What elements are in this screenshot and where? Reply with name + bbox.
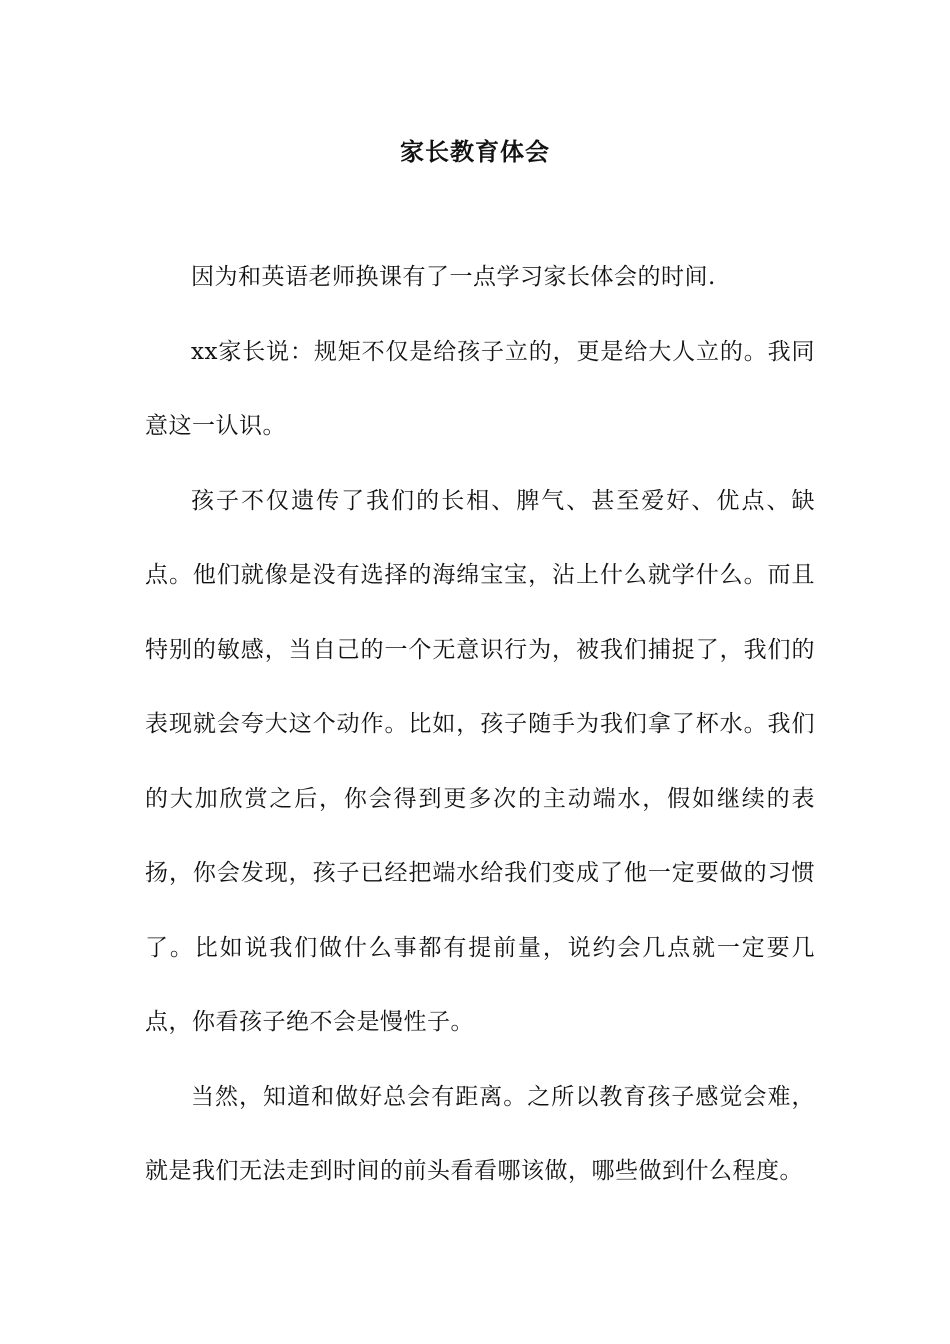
document-body (145, 240, 815, 1209)
paragraph-1: 因为和英语老师换课有了一点学习家长体会的时间. (191, 264, 716, 290)
paragraph-3: 孩子不仅遗传了我们的长相、脾气、甚至爱好、优点、缺点。他们就像是没有选择的海绵宝宝，沾上什么就学什么。而且特别的敏感，当自己的一个无意识行为，被我们捕捉了，我们的表现就会夸大这个动作。比如，孩子随手为我们拿了杯水。我们的大加欣赏之后，你会得到更多次的主动端水，假如继续的表扬，你会发现，孩子已经把端水给我们变成了他一定要做的习惯了。比如说我们做什么事都有提前量，说约会几点就一定要几点，你看孩子绝不会是慢性子。 (145, 487, 815, 1035)
document-title: 家长教育体会 (400, 137, 550, 166)
paragraph-2: xx家长说：规矩不仅是给孩子立的，更是给大人立的。我同意这一认识。 (145, 338, 815, 439)
paragraph-4: 当然，知道和做好总会有距离。之所以教育孩子感觉会难，就是我们无法走到时间的前头看看哪该做，哪些做到什么程度。 (145, 1083, 815, 1184)
